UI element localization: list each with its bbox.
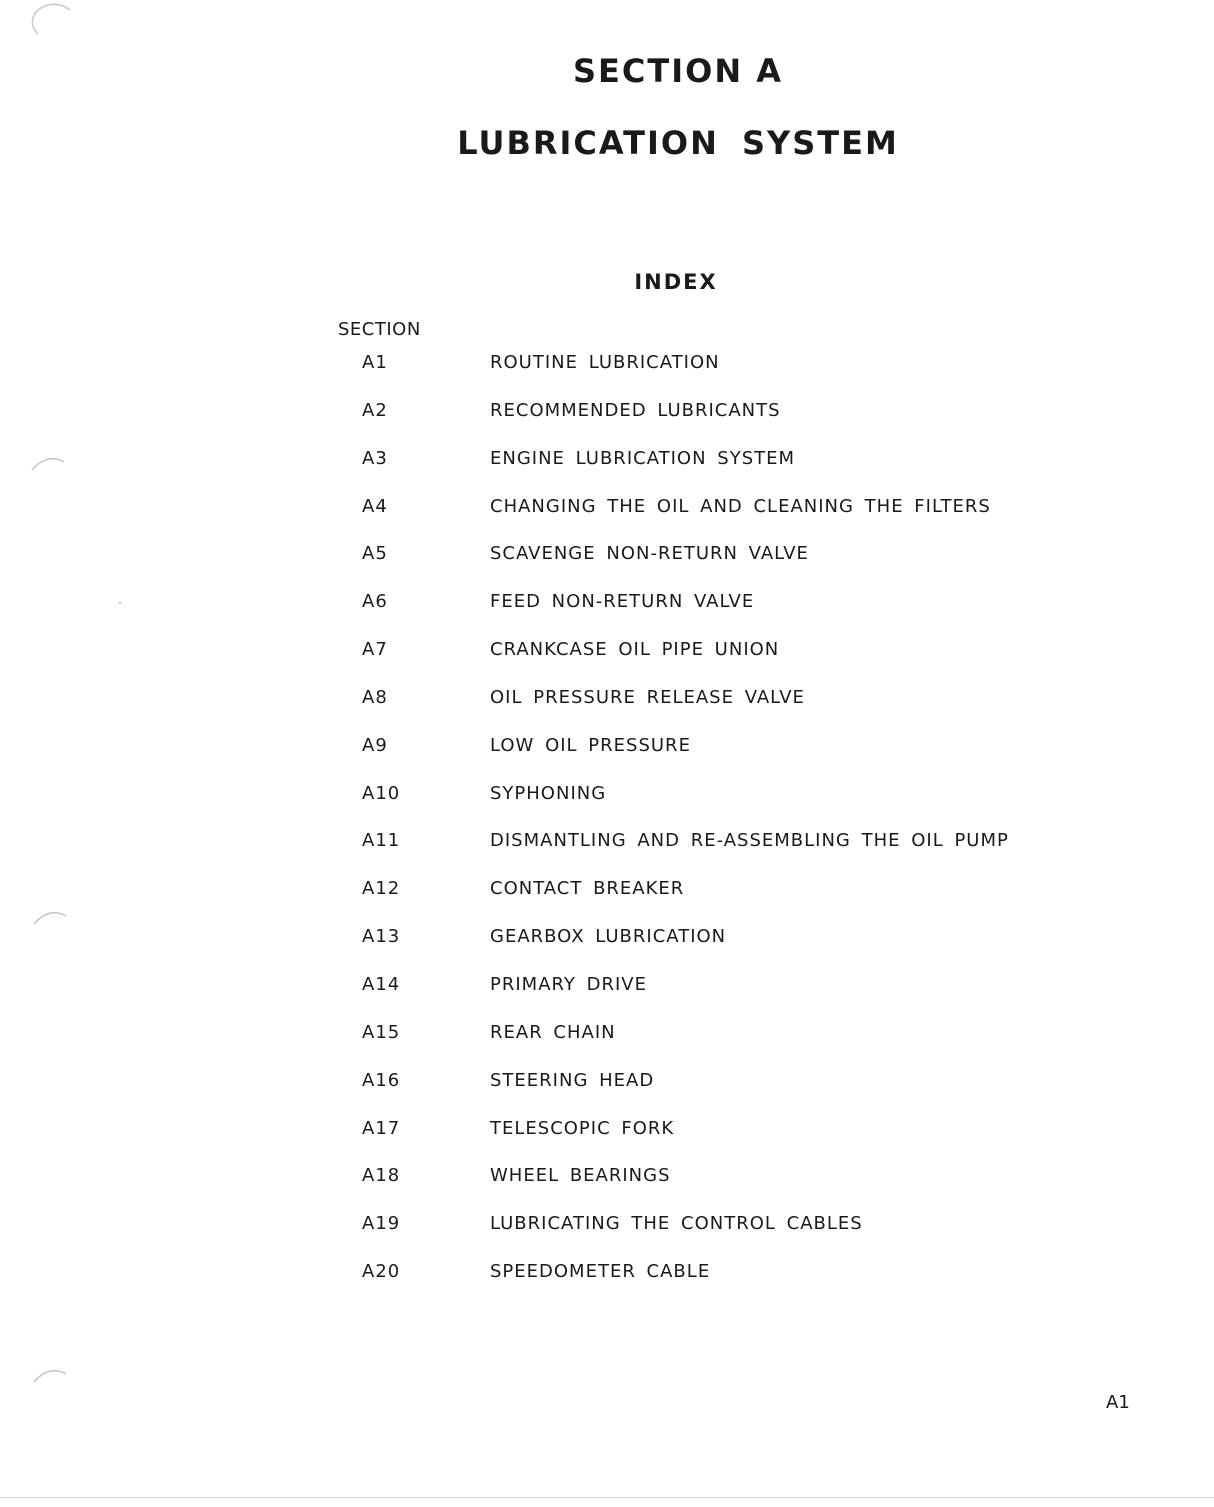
index-entry-title: CRANKCASE OIL PIPE UNION xyxy=(490,639,780,661)
index-entry xyxy=(362,400,1009,448)
index-entry xyxy=(362,1118,1009,1166)
index-entry xyxy=(362,496,1009,544)
bottom-edge-line xyxy=(0,1497,1214,1498)
index-entry-title: WHEEL BEARINGS xyxy=(490,1165,671,1187)
index-entry-title: OIL PRESSURE RELEASE VALVE xyxy=(490,686,805,708)
index-entry-title: TELESCOPIC FORK xyxy=(490,1117,675,1139)
index-entry-code: A19 xyxy=(362,1213,401,1235)
index-entry-code: A1 xyxy=(362,352,388,373)
index-entry xyxy=(362,735,1009,783)
index-entry xyxy=(362,974,1009,1022)
index-entry-code: A7 xyxy=(362,639,388,661)
index-entry xyxy=(362,1261,1009,1309)
index-entry-code: A10 xyxy=(362,782,401,804)
index-entry-code: A11 xyxy=(362,830,401,852)
index-entry xyxy=(362,926,1009,974)
index-entry xyxy=(362,878,1009,926)
index-entry xyxy=(362,543,1009,591)
index-entry-code: A5 xyxy=(362,543,388,565)
index-entry-title: SYPHONING xyxy=(490,782,607,804)
index-entry-title: SPEEDOMETER CABLE xyxy=(490,1261,711,1283)
index-entry-code: A18 xyxy=(362,1165,401,1187)
index-entry-title: ROUTINE LUBRICATION xyxy=(490,352,720,373)
index-entry-code: A20 xyxy=(362,1261,401,1283)
index-entry xyxy=(362,783,1009,831)
index-entry-code: A13 xyxy=(362,926,401,948)
index-list xyxy=(362,352,1009,1309)
index-entry xyxy=(362,1022,1009,1070)
index-entry-title: LOW OIL PRESSURE xyxy=(490,734,691,756)
index-entry-title: DISMANTLING AND RE-ASSEMBLING THE OIL PUMP xyxy=(490,830,1009,852)
index-entry xyxy=(362,591,1009,639)
index-entry-title: LUBRICATING THE CONTROL CABLES xyxy=(490,1213,863,1235)
index-entry-title: REAR CHAIN xyxy=(490,1021,616,1043)
punch-hole-mark xyxy=(28,1364,68,1394)
index-entry-title: RECOMMENDED LUBRICANTS xyxy=(490,399,781,421)
index-entry-title: SCAVENGE NON-RETURN VALVE xyxy=(490,543,809,565)
index-entry-title: STEERING HEAD xyxy=(490,1069,655,1091)
index-entry-code: A6 xyxy=(362,591,388,613)
index-entry xyxy=(362,1165,1009,1213)
index-heading: INDEX xyxy=(634,270,718,294)
index-entry-code: A4 xyxy=(362,495,388,517)
index-entry-code: A16 xyxy=(362,1069,401,1091)
index-entry-code: A17 xyxy=(362,1117,401,1139)
index-entry xyxy=(362,639,1009,687)
index-entry-code: A9 xyxy=(362,734,388,756)
section-column-header: SECTION xyxy=(338,319,421,340)
punch-hole-mark xyxy=(22,0,72,40)
index-entry-title: ENGINE LUBRICATION SYSTEM xyxy=(490,447,796,469)
index-entry-code: A2 xyxy=(362,399,388,421)
index-entry xyxy=(362,830,1009,878)
index-entry xyxy=(362,448,1009,496)
index-entry-title: GEARBOX LUBRICATION xyxy=(490,926,727,948)
index-entry-code: A3 xyxy=(362,447,388,469)
section-title: SECTION A xyxy=(572,52,783,90)
index-entry xyxy=(362,687,1009,735)
index-entry-code: A15 xyxy=(362,1021,401,1043)
index-entry xyxy=(362,1213,1009,1261)
system-title: LUBRICATION SYSTEM xyxy=(457,124,899,162)
index-entry-title: PRIMARY DRIVE xyxy=(490,973,647,995)
index-entry-code: A8 xyxy=(362,686,388,708)
index-entry-code: A12 xyxy=(362,878,401,900)
index-entry xyxy=(362,1070,1009,1118)
index-entry xyxy=(362,352,1009,400)
index-entry-title: CONTACT BREAKER xyxy=(490,878,685,900)
punch-hole-mark xyxy=(26,452,66,482)
index-entry-title: CHANGING THE OIL AND CLEANING THE FILTERS xyxy=(490,495,991,517)
punch-hole-mark xyxy=(28,906,68,936)
page-number: A1 xyxy=(1106,1392,1130,1413)
speck-mark xyxy=(119,602,121,604)
index-entry-code: A14 xyxy=(362,973,401,995)
index-entry-title: FEED NON-RETURN VALVE xyxy=(490,591,755,613)
